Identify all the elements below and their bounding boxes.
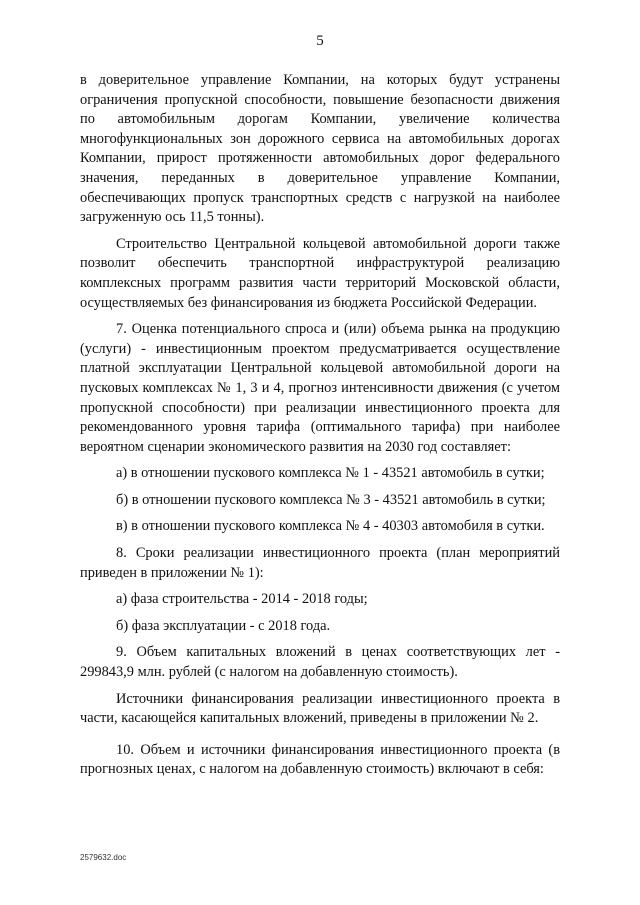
paragraph-item-7c: в) в отношении пускового комплекса № 4 - 40303 автомобиля в сутки.	[116, 518, 545, 535]
page-number: 5	[316, 33, 324, 49]
paragraph-ring-road: Строительство Центральной кольцевой автомобильной дороги также позволит обеспечить транспортной инфраструктурой реализацию комплексных программ развития части территорий Московской области, осуществляемых без финансирования из бюджета Российской Федерации.	[80, 235, 560, 311]
paragraph-financing-sources: Источники финансирования реализации инвестиционного проекта в части, касающейся капитальных вложений, приведены в приложении № 2.	[80, 690, 560, 727]
paragraph-item-9: 9. Объем капитальных вложений в ценах соответствующих лет - 299843,9 млн. рублей (с налогом на добавленную стоимость).	[80, 644, 560, 681]
paragraph-item-8b: б) фаза эксплуатации - с 2018 года.	[116, 617, 331, 634]
paragraph-item-10: 10. Объем и источники финансирования инвестиционного проекта (в прогнозных ценах, с налогом на добавленную стоимость) включают в себя:	[80, 741, 560, 778]
paragraph-item-7b: б) в отношении пускового комплекса № 3 - 43521 автомобиль в сутки;	[116, 491, 546, 508]
paragraph-item-8a: а) фаза строительства - 2014 - 2018 годы;	[116, 591, 368, 608]
footer-document-code: 2579632.doc	[80, 853, 127, 862]
paragraph-item-8: 8. Сроки реализации инвестиционного проекта (план мероприятий приведен в приложении № 1):	[80, 545, 560, 581]
paragraph-continuation: в доверительное управление Компании, на которых будут устранены ограничения пропускной способности, повышение безопасности движения по автомобильным дорогам Компании, увеличение количества многофункциональных зон дорожного сервиса на автомобильных дорогах Компании, прирост протяженности автомобильных дорог федерального значения, переданных в доверительное управление Компании, обеспечивающих пропуск транспортных средств с нагрузкой на наиболее загруженную ось 11,5 тонны).	[80, 72, 560, 226]
paragraph-item-7: 7. Оценка потенциального спроса и (или) объема рынка на продукцию (услуги) - инвестиционным проектом предусматривается осуществление платной эксплуатации Центральной кольцевой автомобильной дороги на пусковых комплексах № 1, 3 и 4, прогноз интенсивности движения (с учетом пропускной способности) при реализации инвестиционного проекта для рекомендованного уровня тарифа (оптимального тарифа) при наиболее вероятном сценарии экономического развития на 2030 год составляет:	[80, 321, 560, 455]
document-body	[80, 71, 560, 780]
paragraph-item-7a: а) в отношении пускового комплекса № 1 - 43521 автомобиль в сутки;	[116, 465, 545, 482]
